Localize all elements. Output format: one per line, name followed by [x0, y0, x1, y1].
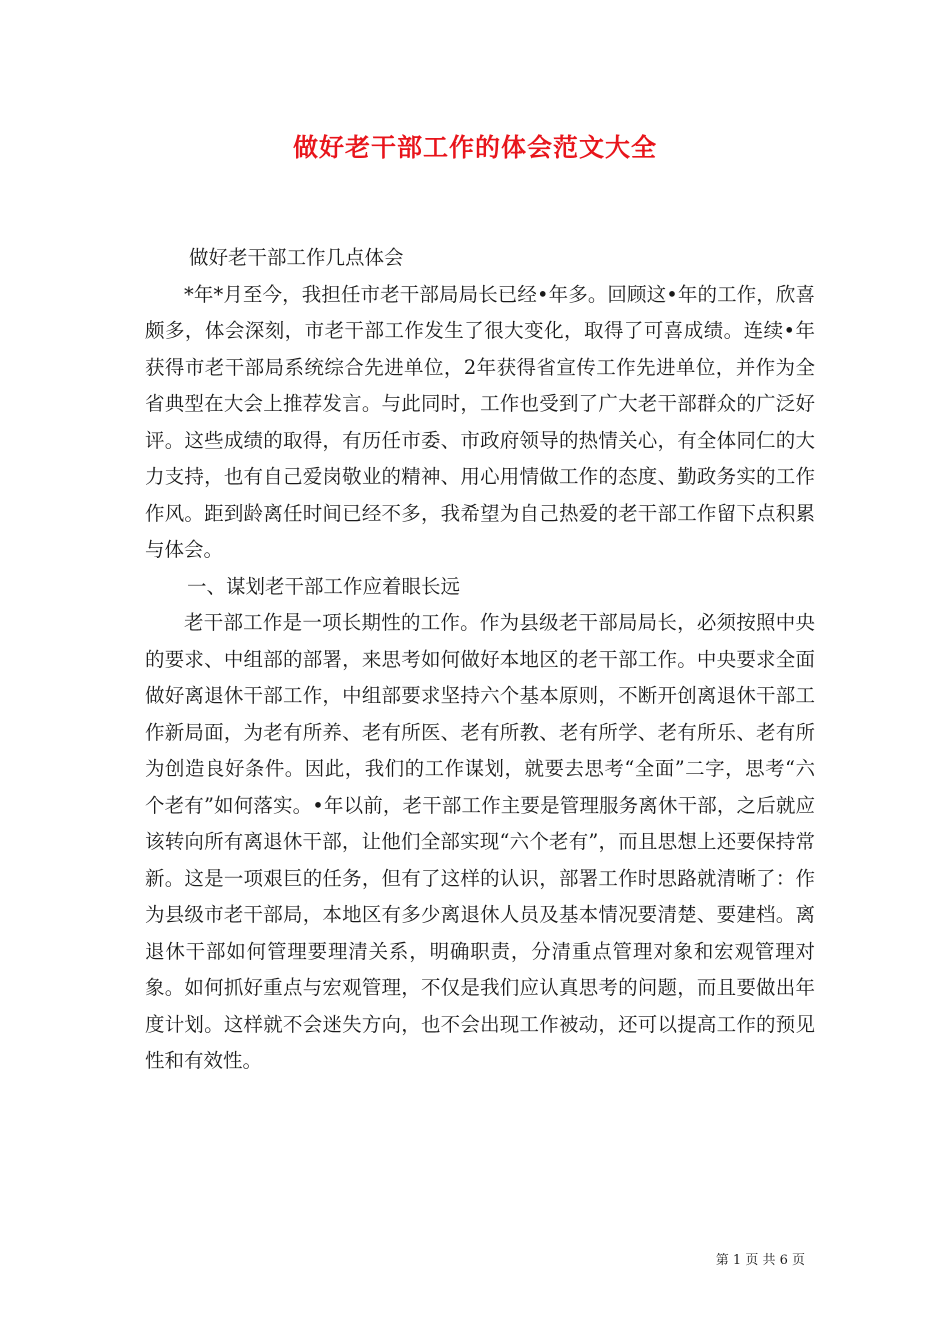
document-body [145, 240, 815, 1080]
section-heading-1: 一、谋划老干部工作应着眼长远 [187, 574, 461, 598]
document-subtitle: 做好老干部工作几点体会 [189, 246, 404, 269]
document-title: 做好老干部工作的体会范文大全 [292, 133, 657, 162]
paragraph-intro: *年*月至今，我担任市老干部局局长已经•年多。回顾这•年的工作，欣喜颇多，体会深刻，市老干部工作发生了很大变化，取得了可喜成绩。连续•年获得市老干部局系统综合先进单位，2年获得省宣传工作先进单位，并作为全省典型在大会上推荐发言。与此同时，工作也受到了广大老干部群众的广泛好评。这些成绩的取得，有历任市委、市政府领导的热情关心，有全体同仁的大力支持，也有自己爱岗敬业的精神、用心用情做工作的态度、勤政务实的工作作风。距到龄离任时间已经不多，我希望为自己热爱的老干部工作留下点积累与体会。 [145, 282, 815, 561]
paragraph-section-1: 老干部工作是一项长期性的工作。作为县级老干部局局长，必须按照中央的要求、中组部的部署，来思考如何做好本地区的老干部工作。中央要求全面做好离退休干部工作，中组部要求坚持六个基本原则，不断开创离退休干部工作新局面，为老有所养、老有所医、老有所教、老有所学、老有所乐、老有所为创造良好条件。因此，我们的工作谋划，就要去思考“全面”二字，思考“六个老有”如何落实。•年以前，老干部工作主要是管理服务离休干部，之后就应该转向所有离退休干部，让他们全部实现“六个老有”，而且思想上还要保持常新。这是一项艰巨的任务，但有了这样的认识，部署工作时思路就清晰了：作为县级市老干部局，本地区有多少离退休人员及基本情况要清楚、要建档。离退休干部如何管理要理清关系，明确职责，分清重点管理对象和宏观管理对象。如何抓好重点与宏观管理，不仅是我们应认真思考的问题，而且要做出年度计划。这样就不会迷失方向，也不会出现工作被动，还可以提高工作的预见性和有效性。 [145, 611, 815, 1072]
page-number-footer: 第 1 页 共 6 页 [715, 1253, 805, 1268]
